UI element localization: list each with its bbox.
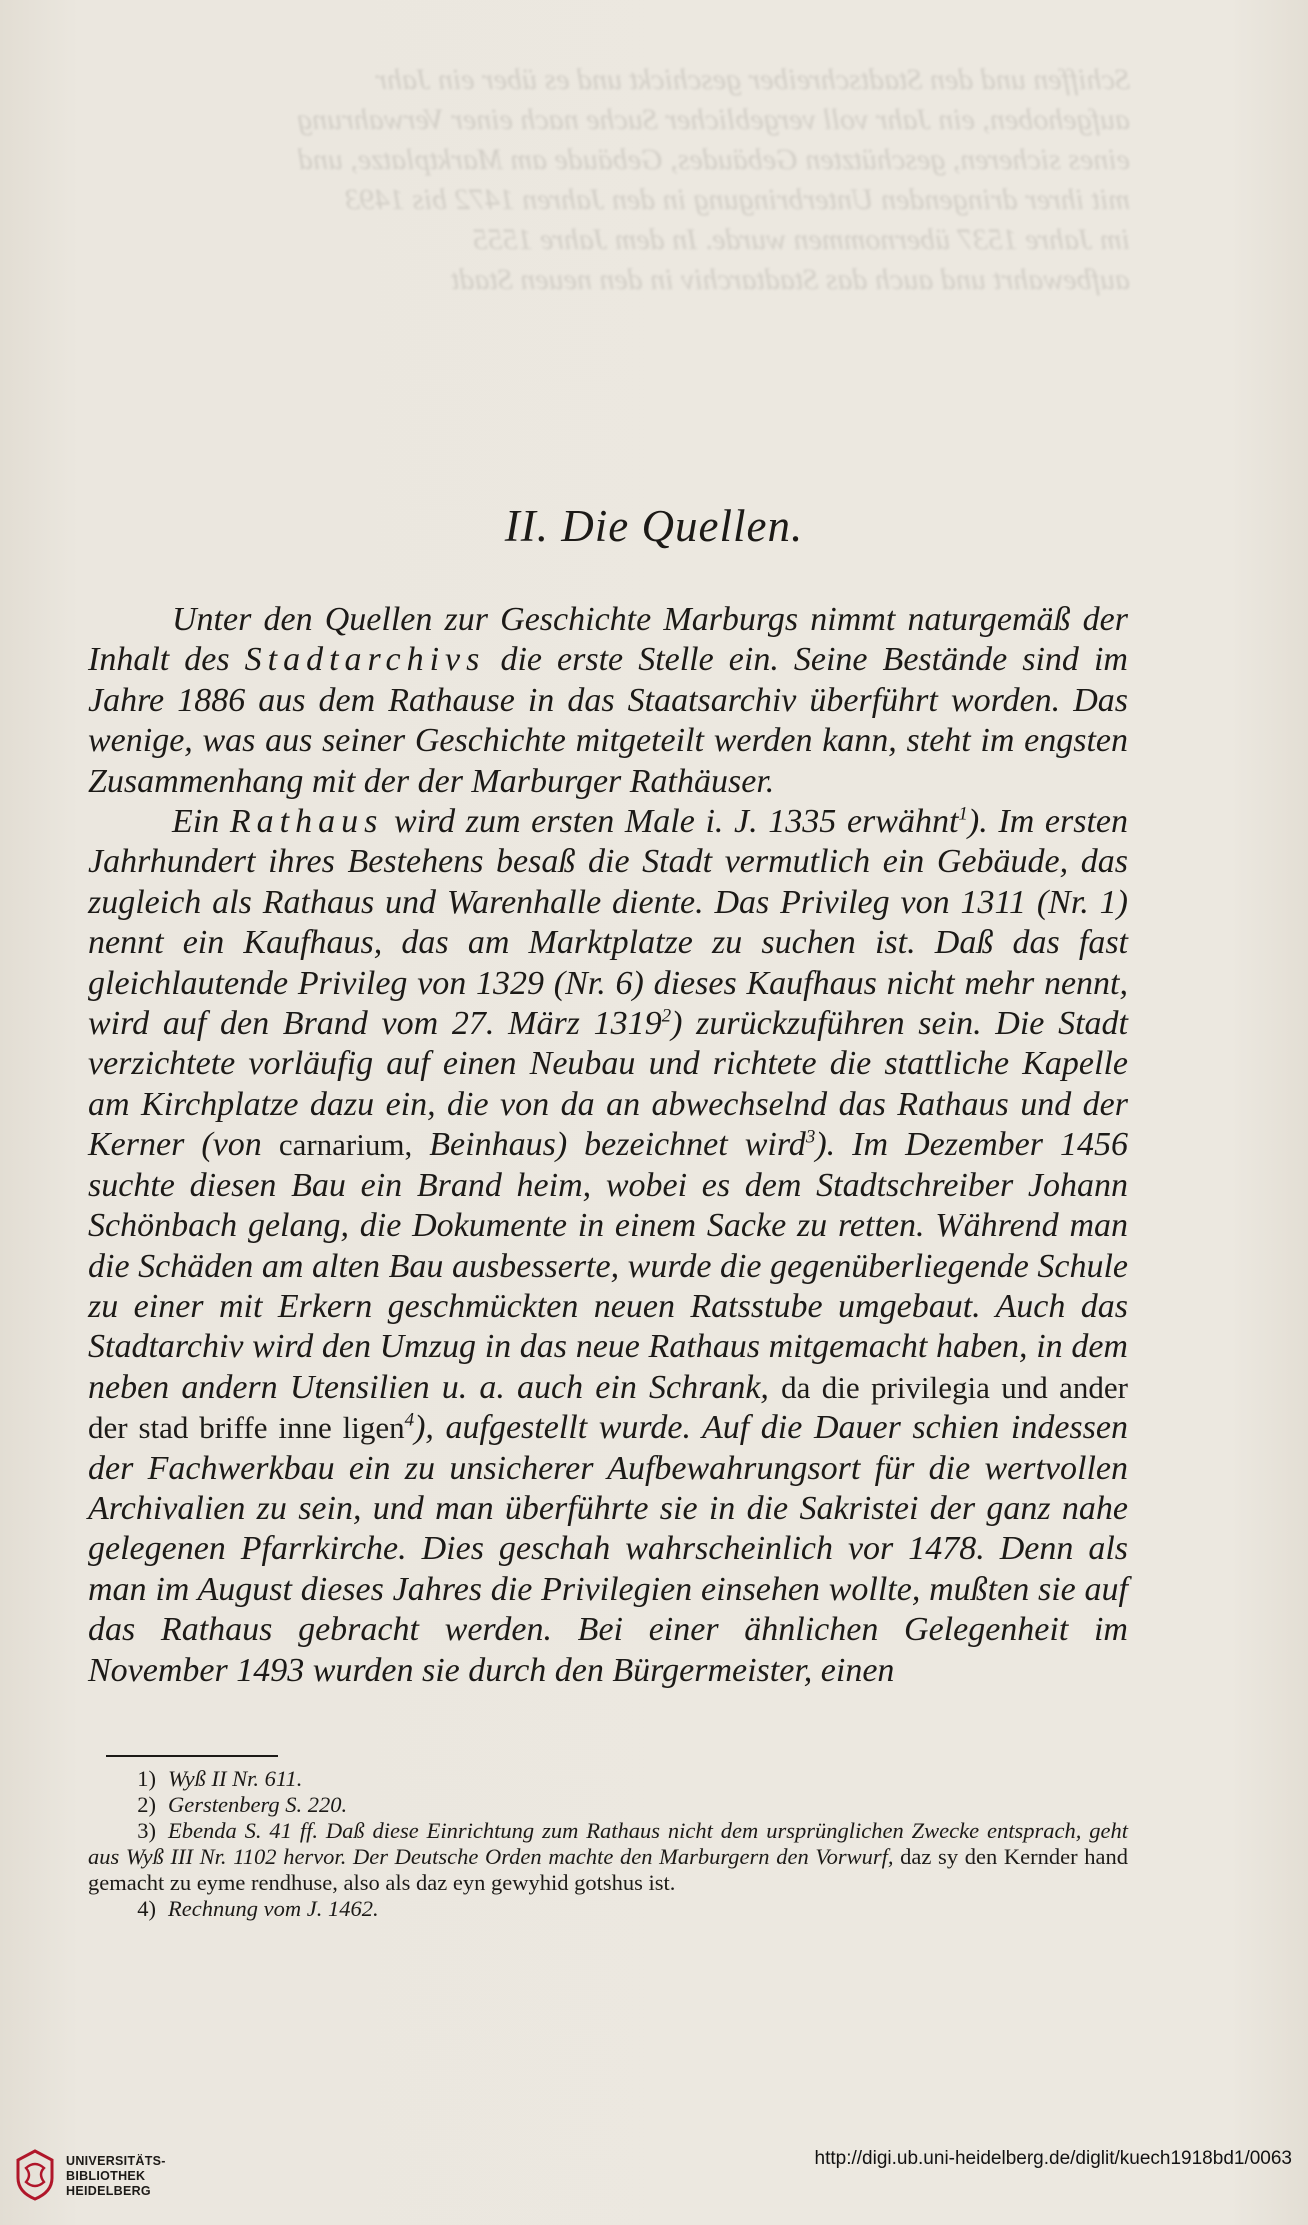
library-name-line: BIBLIOTHEK — [66, 2169, 146, 2183]
library-name-line: HEIDELBERG — [66, 2184, 151, 2198]
footnote-text: Rechnung vom J. 1462. — [168, 1896, 379, 1921]
roman-text: carnarium, — [278, 1127, 413, 1163]
footnote-rule — [106, 1755, 278, 1757]
footnote-text: Ebenda S. 41 ff. Daß diese Einrichtung zum Rathaus nicht dem ursprünglichen Zwecke entsprach, geht aus Wyß III Nr. 1102 hervor. Der Deutsche Orden machte den Marburgern den Vorwurf, — [88, 1818, 1128, 1869]
library-name — [66, 2154, 166, 2199]
bleed-line: Schiffen und den Stadtschreiber geschickt und es über ein Jahr — [375, 63, 1130, 96]
footnote-roman-text: daz sy den Kernder hand gemacht zu eyme rendhuse, also als daz eyn gewyhid gotshus ist. — [88, 1844, 1128, 1895]
footnote — [88, 1766, 1128, 1792]
chapter-heading: II. Die Quellen. — [504, 501, 804, 551]
footnote-number: 4) — [137, 1896, 156, 1921]
text-run: ) zurückzuführen sein. Die Stadt verzichtete vorläufig auf einen Neubau und richtete die stattliche Kapelle am Kirchplatze dazu ein, die von da an abwechselnd das Rathaus und der Kerner (von — [88, 1005, 1128, 1164]
text-run: wird zum ersten Male i. J. 1335 erwähnt — [383, 803, 959, 841]
paragraph-1 — [88, 600, 1128, 802]
footnotes — [88, 1766, 1128, 1922]
footnote-ref: 3 — [805, 1126, 816, 1148]
bleed-line: aufbewahrt und auch das Stadtarchiv in den neuen Stadt — [451, 263, 1130, 296]
footnote-ref: 1 — [958, 803, 968, 825]
footnote-text: Gerstenberg S. 220. — [168, 1792, 348, 1817]
university-seal-icon — [14, 2148, 56, 2202]
text-run: ). Im ersten Jahrhundert ihres Bestehens besaß die Stadt vermutlich ein Gebäude, das zugleich als Rathaus und Warenhalle diente. Das Privileg von 1311 (Nr. 1) nennt ein Kaufhaus, das am Marktplatze zu suchen ist. Daß das fast gleichlautende Privileg von 1329 (Nr. 6) dieses Kaufhaus nicht mehr nennt, wird auf den Brand vom 27. März 1319 — [88, 803, 1128, 1043]
library-name-line: UNIVERSITÄTS- — [66, 2154, 166, 2168]
footnote-number: 1) — [137, 1766, 156, 1791]
footnote-number: 2) — [137, 1792, 156, 1817]
footnote-number: 3) — [137, 1818, 156, 1843]
bleed-line: im Jahre 1537 übernommen wurde. In dem Jahre 1555 — [472, 223, 1130, 256]
footnote-text: Wyß II Nr. 611. — [168, 1766, 303, 1791]
footnote-ref: 2 — [661, 1005, 672, 1027]
footnote — [88, 1792, 1128, 1818]
bleed-line: eines sicheren, geschützten Gebäudes, Gebäude am Marktplatze, und — [297, 143, 1130, 176]
body-text — [88, 600, 1128, 1691]
source-url[interactable]: http://digi.ub.uni-heidelberg.de/diglit/kuech1918bd1/0063 — [814, 2148, 1292, 2169]
text-run: Unter den Quellen zur Geschichte Marburgs nimmt naturgemäß der Inhalt des — [88, 601, 1128, 679]
spaced-term: Rathaus — [229, 803, 384, 841]
paragraph-2 — [88, 802, 1128, 1691]
text-run: Ein — [172, 803, 230, 841]
text-run: ). Im Dezember 1456 suchte diesen Bau ein Brand heim, wobei es dem Stadtschreiber Johann Schönbach gelang, die Dokumente in einem Sacke zu retten. Während man die Schäden am alten Bau ausbesserte, wurde die gegenüberliegende Schule zu einer mit Erkern geschmückten neuen Ratsstube umgebaut. Auch das Stadtarchiv wird den Umzug in das neue Rathaus mitgemacht haben, in dem neben andern Utensilien u. a. auch ein Schrank, — [88, 1126, 1128, 1406]
bleed-line: aufgehoben, ein Jahr voll vergeblicher Suche nach einer Verwahrung — [297, 103, 1130, 136]
bleed-line: mit ihrer dringenden Unterbringung in den Jahren 1472 bis 1493 — [344, 183, 1130, 216]
footnote — [88, 1896, 1128, 1922]
library-logo[interactable] — [14, 2144, 184, 2208]
text-run: die erste Stelle ein. Seine Bestände sind im Jahre 1886 aus dem Rathause in das Staatsarchiv überführt worden. Das wenige, was aus seiner Geschichte mitgeteilt werden kann, steht im engsten Zusammenhang mit der der Marburger Rathäuser. — [88, 641, 1128, 800]
footnote — [88, 1818, 1128, 1896]
spaced-term: Stadtarchivs — [244, 641, 486, 679]
text-run: ), aufgestellt wurde. Auf die Dauer schien indessen der Fachwerkbau ein zu unsicherer Aufbewahrungsort für die wertvollen Archivalien zu sein, und man überführte sie in die Sakristei der ganz nahe gelegenen Pfarrkirche. Dies geschah wahrscheinlich vor 1478. Denn als man im August dieses Jahres die Privilegien einsehen wollte, mußten sie auf das Rathaus gebracht werden. Bei einer ähnlichen Gelegenheit im November 1493 wurden sie durch den Bürgermeister, einen — [88, 1409, 1128, 1689]
bleed-through-text — [90, 60, 1130, 400]
footnote-ref: 4 — [404, 1409, 415, 1431]
roman-text: da die privilegia und ander der stad briffe inne ligen — [88, 1369, 1128, 1446]
text-run: Beinhaus) bezeichnet wird — [412, 1126, 806, 1164]
